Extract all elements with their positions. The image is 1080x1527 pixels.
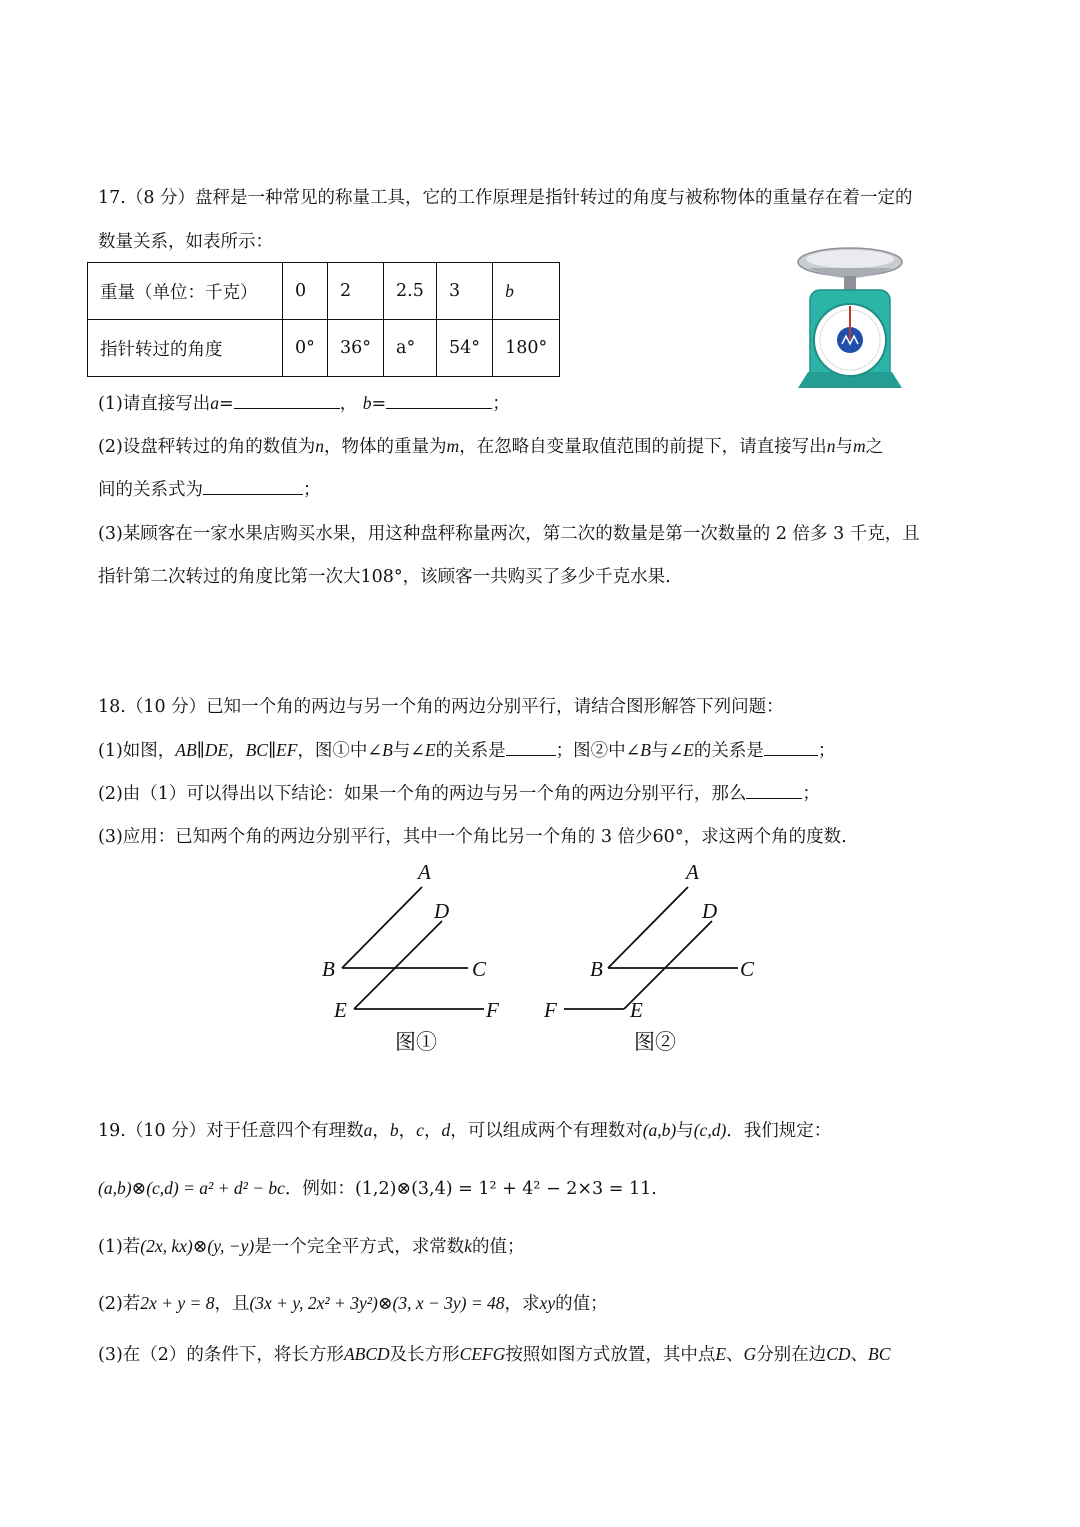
- figure-1-caption: 图①: [395, 1030, 437, 1054]
- q17-part3-line2: 指针第二次转过的角度比第一次大108°，该顾客一共购买了多少千克水果.: [98, 567, 671, 587]
- label-B: B: [322, 957, 335, 981]
- label-E: E: [630, 998, 643, 1022]
- label-B: B: [590, 957, 603, 981]
- figure-2-diagram: [540, 855, 770, 1025]
- table-cell: 3: [437, 263, 493, 320]
- label-A: A: [686, 860, 699, 884]
- answer-blank-b[interactable]: [386, 390, 492, 409]
- q17-part2-line1: (2)设盘秤转过的角的数值为n，物体的重量为m，在忽略自变量取值范围的前提下，请直接写出n与m之: [98, 436, 884, 457]
- q19-definition: (a,b)⊗(c,d) = a² + d² − bc．例如：(1,2)⊗(3,4) = 1² + 4² − 2×3 = 11.: [98, 1178, 657, 1199]
- table-cell: 180°: [493, 320, 560, 377]
- q17-part2-line2: 间的关系式为 ；: [98, 476, 321, 501]
- table-header-weight: 重量（单位：千克）: [88, 263, 283, 320]
- answer-blank-fig1[interactable]: [506, 737, 556, 756]
- table-cell: a°: [384, 320, 437, 377]
- q19-line1: 19.（10 分）对于任意四个有理数a，b，c，d，可以组成两个有理数对(a,b)与(c,d)．我们规定：: [98, 1120, 832, 1141]
- q17-line2: 数量关系，如表所示：: [98, 232, 273, 252]
- answer-blank-a[interactable]: [234, 390, 340, 409]
- label-A: A: [418, 860, 431, 884]
- segment-BA: [342, 887, 422, 968]
- q19-part3: (3)在（2）的条件下，将长方形ABCD及长方形CEFG按照如图方式放置，其中点E、G分别在边CD、BC: [98, 1344, 891, 1365]
- q19-part1: (1)若(2x, kx)⊗(y, −y)是一个完全平方式，求常数k的值；: [98, 1236, 525, 1257]
- table-cell: 2.5: [384, 263, 437, 320]
- answer-blank-relation[interactable]: [203, 476, 303, 495]
- answer-blank-fig2[interactable]: [764, 737, 818, 756]
- q17-part1: (1)请直接写出a= ， b= ；: [98, 390, 510, 415]
- weight-angle-table: [87, 262, 560, 377]
- answer-blank-conclusion[interactable]: [746, 780, 802, 799]
- q18-part1: (1)如图，AB∥DE，BC∥EF，图①中∠B与∠E的关系是 ；图②中∠B与∠E的关系是 ；: [98, 737, 835, 762]
- label-D: D: [702, 899, 718, 923]
- table-cell: 54°: [437, 320, 493, 377]
- table-cell: b: [493, 263, 560, 320]
- label-C: C: [472, 957, 487, 981]
- label-D: D: [434, 899, 450, 923]
- label-E: E: [334, 998, 347, 1022]
- label-F: F: [486, 998, 499, 1022]
- label-F: F: [544, 998, 557, 1022]
- table-header-angle: 指针转过的角度: [88, 320, 283, 377]
- q17-line1: 17.（8 分）盘秤是一种常见的称量工具，它的工作原理是指针转过的角度与被称物体的重量存在着一定的: [98, 188, 913, 208]
- segment-ED: [354, 921, 442, 1009]
- table-cell: 36°: [328, 320, 384, 377]
- label-C: C: [740, 957, 755, 981]
- q19-part2: (2)若2x + y = 8，且(3x + y, 2x² + 3y²)⊗(3, x − 3y) = 48，求xy的值；: [98, 1293, 608, 1314]
- q17-part3-line1: (3)某顾客在一家水果店购买水果，用这种盘秤称量两次，第二次的数量是第一次数量的 2 倍多 3 千克，且: [98, 524, 920, 544]
- table-cell: 0°: [283, 320, 328, 377]
- pan-scale-illustration: [790, 240, 910, 400]
- table-cell: 2: [328, 263, 384, 320]
- segment-ED: [624, 921, 712, 1009]
- q18-part3: (3)应用：已知两个角的两边分别平行，其中一个角比另一个角的 3 倍少60°，求这两个角的度数.: [98, 827, 847, 847]
- q18-line1: 18.（10 分）已知一个角的两边与另一个角的两边分别平行，请结合图形解答下列问题：: [98, 697, 784, 717]
- table-row: [88, 263, 560, 320]
- q18-part2: (2)由（1）可以得出以下结论：如果一个角的两边与另一个角的两边分别平行，那么 ；: [98, 780, 820, 805]
- table-cell: 0: [283, 263, 328, 320]
- table-row: [88, 320, 560, 377]
- figure-1-diagram: [310, 855, 530, 1025]
- figure-2-caption: 图②: [634, 1030, 676, 1054]
